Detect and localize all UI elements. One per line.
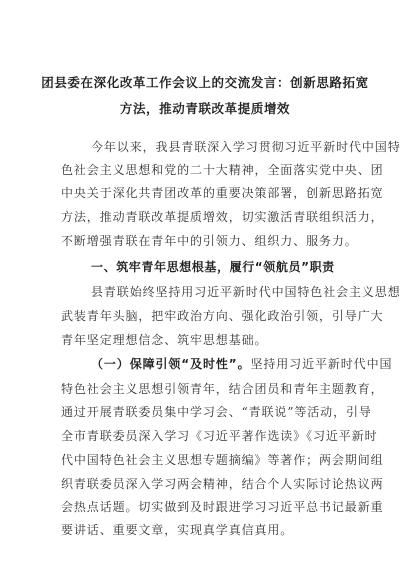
- sub-paragraph-line: 特色社会主义思想引领青年，结合团员和青年主题教育，: [61, 382, 384, 396]
- document-title-line-2: 方法，推动青联改革提质增效: [119, 101, 291, 116]
- sub-heading-bold: （一）保障引领“及时性”。: [91, 357, 251, 371]
- document-title-line-1: 团县委在深化改革工作会议上的交流发言：创新思路拓宽: [41, 75, 369, 90]
- section-paragraph-line: 武装青年头脑，把牢政治方向、强化政治引领，引导广大: [61, 309, 384, 323]
- sub-paragraph-line: 全市青联委员深入学习《习近平著作选读》《习近平新时: [61, 429, 378, 443]
- section-paragraph-line: 县青联始终坚持用习近平新时代中国特色社会主义思想: [91, 285, 401, 299]
- sub-heading-line: [91, 355, 392, 372]
- sub-paragraph-line: 代中国特色社会主义思想专题摘编》等著作；两会期间组: [61, 453, 384, 467]
- section-heading: 一、筑牢青年思想根基，履行“领航员”职责: [91, 260, 335, 274]
- section-paragraph-line: 青年坚定理想信念、筑牢思想基础。: [61, 333, 268, 347]
- sub-paragraph-line: 要讲话、重要文章，实现真学真信真用。: [61, 523, 294, 537]
- sub-paragraph-line: 织青联委员深入学习两会精神，结合个人实际讨论热议两: [61, 477, 384, 491]
- intro-paragraph-line: 方法，推动青联改革提质增效，切实激活青联组织活力，: [61, 210, 384, 224]
- sub-paragraph-line: 会热点话题。切实做到及时跟进学习习近平总书记最新重: [61, 500, 384, 514]
- intro-paragraph-line: 不断增强青联在青年中的引领力、组织力、服务力。: [61, 234, 358, 248]
- intro-paragraph-line: 色社会主义思想和党的二十大精神，全面落实党中央、团: [61, 163, 384, 177]
- sub-heading-rest: 坚持用习近平新时代中国: [250, 357, 393, 371]
- intro-paragraph-line: 中央关于深化共青团改革的重要决策部署，创新思路拓宽: [61, 186, 384, 200]
- intro-paragraph-line: 今年以来，我县青联深入学习贯彻习近平新时代中国特: [91, 140, 401, 154]
- sub-paragraph-line: 通过开展青联委员集中学习会、“青联说”等活动，引导: [61, 405, 372, 419]
